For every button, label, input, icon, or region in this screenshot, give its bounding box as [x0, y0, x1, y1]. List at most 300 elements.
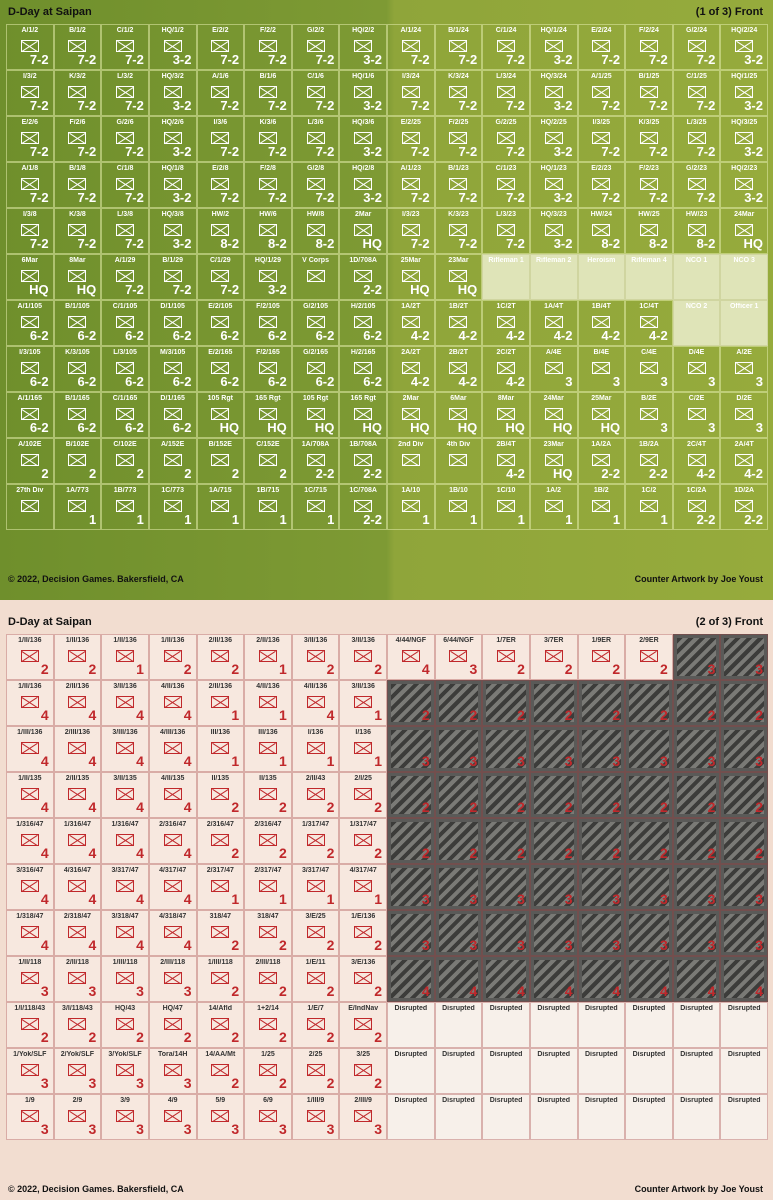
game-counter[interactable]	[244, 208, 292, 254]
game-counter[interactable]	[292, 1048, 340, 1094]
game-counter[interactable]	[482, 1048, 530, 1094]
game-counter[interactable]	[387, 162, 435, 208]
game-counter[interactable]	[720, 208, 768, 254]
game-counter[interactable]	[339, 484, 387, 530]
game-counter[interactable]	[673, 254, 721, 300]
game-counter[interactable]	[292, 1094, 340, 1140]
game-counter[interactable]	[578, 680, 626, 726]
game-counter[interactable]	[54, 438, 102, 484]
game-counter[interactable]	[387, 634, 435, 680]
game-counter[interactable]	[339, 910, 387, 956]
game-counter[interactable]	[578, 634, 626, 680]
game-counter[interactable]	[101, 254, 149, 300]
game-counter[interactable]	[720, 300, 768, 346]
game-counter[interactable]	[339, 1048, 387, 1094]
game-counter[interactable]	[292, 24, 340, 70]
game-counter[interactable]	[244, 346, 292, 392]
game-counter[interactable]	[625, 864, 673, 910]
game-counter[interactable]	[673, 346, 721, 392]
game-counter[interactable]	[339, 864, 387, 910]
game-counter[interactable]	[578, 438, 626, 484]
game-counter[interactable]	[720, 772, 768, 818]
game-counter[interactable]	[244, 116, 292, 162]
game-counter[interactable]	[720, 162, 768, 208]
game-counter[interactable]	[54, 346, 102, 392]
game-counter[interactable]	[435, 346, 483, 392]
game-counter[interactable]	[482, 484, 530, 530]
game-counter[interactable]	[197, 208, 245, 254]
game-counter[interactable]	[673, 116, 721, 162]
game-counter[interactable]	[292, 484, 340, 530]
game-counter[interactable]	[387, 1002, 435, 1048]
game-counter[interactable]	[387, 300, 435, 346]
game-counter[interactable]	[149, 680, 197, 726]
game-counter[interactable]	[339, 772, 387, 818]
game-counter[interactable]	[6, 392, 54, 438]
game-counter[interactable]	[339, 634, 387, 680]
game-counter[interactable]	[720, 956, 768, 1002]
game-counter[interactable]	[530, 484, 578, 530]
game-counter[interactable]	[578, 70, 626, 116]
game-counter[interactable]	[435, 726, 483, 772]
game-counter[interactable]	[530, 726, 578, 772]
game-counter[interactable]	[673, 24, 721, 70]
game-counter[interactable]	[54, 162, 102, 208]
game-counter[interactable]	[625, 208, 673, 254]
game-counter[interactable]	[720, 484, 768, 530]
game-counter[interactable]	[578, 24, 626, 70]
game-counter[interactable]	[197, 300, 245, 346]
game-counter[interactable]	[6, 254, 54, 300]
game-counter[interactable]	[197, 726, 245, 772]
game-counter[interactable]	[530, 162, 578, 208]
game-counter[interactable]	[339, 956, 387, 1002]
game-counter[interactable]	[292, 956, 340, 1002]
game-counter[interactable]	[625, 438, 673, 484]
game-counter[interactable]	[149, 1048, 197, 1094]
game-counter[interactable]	[482, 24, 530, 70]
game-counter[interactable]	[625, 116, 673, 162]
game-counter[interactable]	[149, 910, 197, 956]
game-counter[interactable]	[720, 346, 768, 392]
game-counter[interactable]	[578, 1094, 626, 1140]
game-counter[interactable]	[578, 910, 626, 956]
game-counter[interactable]	[292, 634, 340, 680]
game-counter[interactable]	[339, 208, 387, 254]
game-counter[interactable]	[578, 484, 626, 530]
game-counter[interactable]	[54, 680, 102, 726]
game-counter[interactable]	[625, 726, 673, 772]
game-counter[interactable]	[482, 116, 530, 162]
game-counter[interactable]	[244, 1002, 292, 1048]
game-counter[interactable]	[387, 254, 435, 300]
game-counter[interactable]	[101, 1048, 149, 1094]
game-counter[interactable]	[435, 24, 483, 70]
game-counter[interactable]	[435, 70, 483, 116]
game-counter[interactable]	[244, 864, 292, 910]
game-counter[interactable]	[101, 300, 149, 346]
game-counter[interactable]	[387, 1048, 435, 1094]
game-counter[interactable]	[673, 70, 721, 116]
game-counter[interactable]	[482, 300, 530, 346]
game-counter[interactable]	[720, 24, 768, 70]
game-counter[interactable]	[387, 346, 435, 392]
game-counter[interactable]	[244, 254, 292, 300]
game-counter[interactable]	[101, 726, 149, 772]
game-counter[interactable]	[720, 680, 768, 726]
game-counter[interactable]	[149, 208, 197, 254]
game-counter[interactable]	[720, 818, 768, 864]
game-counter[interactable]	[6, 346, 54, 392]
game-counter[interactable]	[482, 956, 530, 1002]
game-counter[interactable]	[197, 956, 245, 1002]
game-counter[interactable]	[292, 772, 340, 818]
game-counter[interactable]	[530, 1048, 578, 1094]
game-counter[interactable]	[387, 956, 435, 1002]
game-counter[interactable]	[54, 956, 102, 1002]
game-counter[interactable]	[530, 208, 578, 254]
game-counter[interactable]	[6, 70, 54, 116]
game-counter[interactable]	[578, 300, 626, 346]
game-counter[interactable]	[482, 634, 530, 680]
game-counter[interactable]	[54, 70, 102, 116]
game-counter[interactable]	[292, 726, 340, 772]
game-counter[interactable]	[6, 116, 54, 162]
game-counter[interactable]	[339, 726, 387, 772]
game-counter[interactable]	[578, 162, 626, 208]
game-counter[interactable]	[149, 254, 197, 300]
game-counter[interactable]	[530, 910, 578, 956]
game-counter[interactable]	[244, 634, 292, 680]
game-counter[interactable]	[54, 24, 102, 70]
game-counter[interactable]	[292, 70, 340, 116]
game-counter[interactable]	[530, 70, 578, 116]
game-counter[interactable]	[625, 956, 673, 1002]
game-counter[interactable]	[720, 910, 768, 956]
game-counter[interactable]	[482, 392, 530, 438]
game-counter[interactable]	[54, 726, 102, 772]
game-counter[interactable]	[387, 818, 435, 864]
game-counter[interactable]	[54, 818, 102, 864]
game-counter[interactable]	[339, 162, 387, 208]
game-counter[interactable]	[482, 254, 530, 300]
game-counter[interactable]	[625, 162, 673, 208]
game-counter[interactable]	[149, 726, 197, 772]
game-counter[interactable]	[292, 208, 340, 254]
game-counter[interactable]	[6, 208, 54, 254]
game-counter[interactable]	[197, 634, 245, 680]
game-counter[interactable]	[339, 680, 387, 726]
game-counter[interactable]	[197, 162, 245, 208]
game-counter[interactable]	[101, 116, 149, 162]
game-counter[interactable]	[673, 772, 721, 818]
game-counter[interactable]	[101, 208, 149, 254]
game-counter[interactable]	[625, 634, 673, 680]
game-counter[interactable]	[673, 162, 721, 208]
game-counter[interactable]	[149, 70, 197, 116]
game-counter[interactable]	[197, 680, 245, 726]
game-counter[interactable]	[6, 1048, 54, 1094]
game-counter[interactable]	[530, 1094, 578, 1140]
game-counter[interactable]	[149, 864, 197, 910]
game-counter[interactable]	[435, 1002, 483, 1048]
game-counter[interactable]	[101, 1094, 149, 1140]
game-counter[interactable]	[625, 818, 673, 864]
game-counter[interactable]	[578, 1002, 626, 1048]
game-counter[interactable]	[292, 680, 340, 726]
game-counter[interactable]	[101, 772, 149, 818]
game-counter[interactable]	[6, 1094, 54, 1140]
game-counter[interactable]	[625, 1094, 673, 1140]
game-counter[interactable]	[197, 24, 245, 70]
game-counter[interactable]	[530, 1002, 578, 1048]
game-counter[interactable]	[6, 162, 54, 208]
game-counter[interactable]	[149, 346, 197, 392]
game-counter[interactable]	[197, 438, 245, 484]
game-counter[interactable]	[197, 1094, 245, 1140]
game-counter[interactable]	[435, 162, 483, 208]
game-counter[interactable]	[482, 1002, 530, 1048]
game-counter[interactable]	[197, 864, 245, 910]
game-counter[interactable]	[101, 438, 149, 484]
game-counter[interactable]	[530, 772, 578, 818]
game-counter[interactable]	[197, 70, 245, 116]
game-counter[interactable]	[435, 1048, 483, 1094]
game-counter[interactable]	[54, 1048, 102, 1094]
game-counter[interactable]	[482, 1094, 530, 1140]
game-counter[interactable]	[673, 1002, 721, 1048]
game-counter[interactable]	[149, 1094, 197, 1140]
game-counter[interactable]	[6, 634, 54, 680]
game-counter[interactable]	[101, 162, 149, 208]
game-counter[interactable]	[54, 392, 102, 438]
game-counter[interactable]	[673, 956, 721, 1002]
game-counter[interactable]	[578, 1048, 626, 1094]
game-counter[interactable]	[530, 254, 578, 300]
game-counter[interactable]	[101, 818, 149, 864]
game-counter[interactable]	[54, 634, 102, 680]
game-counter[interactable]	[530, 680, 578, 726]
game-counter[interactable]	[530, 346, 578, 392]
game-counter[interactable]	[292, 300, 340, 346]
game-counter[interactable]	[625, 910, 673, 956]
game-counter[interactable]	[101, 680, 149, 726]
game-counter[interactable]	[387, 70, 435, 116]
game-counter[interactable]	[578, 254, 626, 300]
game-counter[interactable]	[435, 772, 483, 818]
game-counter[interactable]	[720, 726, 768, 772]
game-counter[interactable]	[482, 346, 530, 392]
game-counter[interactable]	[149, 484, 197, 530]
game-counter[interactable]	[435, 956, 483, 1002]
game-counter[interactable]	[673, 1094, 721, 1140]
game-counter[interactable]	[101, 484, 149, 530]
game-counter[interactable]	[339, 24, 387, 70]
game-counter[interactable]	[625, 392, 673, 438]
game-counter[interactable]	[435, 300, 483, 346]
game-counter[interactable]	[387, 392, 435, 438]
game-counter[interactable]	[54, 116, 102, 162]
game-counter[interactable]	[720, 254, 768, 300]
game-counter[interactable]	[244, 24, 292, 70]
game-counter[interactable]	[387, 772, 435, 818]
game-counter[interactable]	[54, 864, 102, 910]
game-counter[interactable]	[673, 634, 721, 680]
game-counter[interactable]	[54, 208, 102, 254]
game-counter[interactable]	[482, 864, 530, 910]
game-counter[interactable]	[625, 70, 673, 116]
game-counter[interactable]	[339, 392, 387, 438]
game-counter[interactable]	[387, 116, 435, 162]
game-counter[interactable]	[292, 910, 340, 956]
game-counter[interactable]	[673, 1048, 721, 1094]
game-counter[interactable]	[244, 956, 292, 1002]
game-counter[interactable]	[149, 162, 197, 208]
game-counter[interactable]	[244, 680, 292, 726]
game-counter[interactable]	[578, 772, 626, 818]
game-counter[interactable]	[197, 254, 245, 300]
game-counter[interactable]	[101, 24, 149, 70]
game-counter[interactable]	[530, 300, 578, 346]
game-counter[interactable]	[101, 634, 149, 680]
game-counter[interactable]	[530, 864, 578, 910]
game-counter[interactable]	[244, 726, 292, 772]
game-counter[interactable]	[54, 1094, 102, 1140]
game-counter[interactable]	[673, 484, 721, 530]
game-counter[interactable]	[720, 392, 768, 438]
game-counter[interactable]	[387, 208, 435, 254]
game-counter[interactable]	[673, 300, 721, 346]
game-counter[interactable]	[387, 24, 435, 70]
game-counter[interactable]	[578, 116, 626, 162]
game-counter[interactable]	[197, 116, 245, 162]
game-counter[interactable]	[482, 818, 530, 864]
game-counter[interactable]	[435, 818, 483, 864]
game-counter[interactable]	[625, 680, 673, 726]
game-counter[interactable]	[101, 910, 149, 956]
game-counter[interactable]	[673, 864, 721, 910]
game-counter[interactable]	[435, 438, 483, 484]
game-counter[interactable]	[6, 300, 54, 346]
game-counter[interactable]	[625, 24, 673, 70]
game-counter[interactable]	[101, 956, 149, 1002]
game-counter[interactable]	[339, 1094, 387, 1140]
game-counter[interactable]	[530, 116, 578, 162]
game-counter[interactable]	[720, 438, 768, 484]
game-counter[interactable]	[435, 680, 483, 726]
game-counter[interactable]	[149, 818, 197, 864]
game-counter[interactable]	[578, 726, 626, 772]
game-counter[interactable]	[292, 254, 340, 300]
game-counter[interactable]	[435, 484, 483, 530]
game-counter[interactable]	[197, 1002, 245, 1048]
game-counter[interactable]	[530, 818, 578, 864]
game-counter[interactable]	[387, 864, 435, 910]
game-counter[interactable]	[625, 254, 673, 300]
game-counter[interactable]	[54, 1002, 102, 1048]
game-counter[interactable]	[292, 864, 340, 910]
game-counter[interactable]	[720, 864, 768, 910]
game-counter[interactable]	[625, 1048, 673, 1094]
game-counter[interactable]	[578, 864, 626, 910]
game-counter[interactable]	[339, 818, 387, 864]
game-counter[interactable]	[54, 300, 102, 346]
game-counter[interactable]	[578, 956, 626, 1002]
game-counter[interactable]	[244, 910, 292, 956]
game-counter[interactable]	[6, 726, 54, 772]
game-counter[interactable]	[720, 1048, 768, 1094]
game-counter[interactable]	[673, 910, 721, 956]
game-counter[interactable]	[339, 346, 387, 392]
game-counter[interactable]	[54, 484, 102, 530]
game-counter[interactable]	[197, 346, 245, 392]
game-counter[interactable]	[339, 70, 387, 116]
game-counter[interactable]	[530, 392, 578, 438]
game-counter[interactable]	[387, 910, 435, 956]
game-counter[interactable]	[244, 484, 292, 530]
game-counter[interactable]	[673, 208, 721, 254]
game-counter[interactable]	[482, 208, 530, 254]
game-counter[interactable]	[197, 818, 245, 864]
game-counter[interactable]	[244, 300, 292, 346]
game-counter[interactable]	[482, 910, 530, 956]
game-counter[interactable]	[101, 70, 149, 116]
game-counter[interactable]	[673, 726, 721, 772]
game-counter[interactable]	[530, 438, 578, 484]
game-counter[interactable]	[6, 772, 54, 818]
game-counter[interactable]	[435, 634, 483, 680]
game-counter[interactable]	[244, 1094, 292, 1140]
game-counter[interactable]	[339, 1002, 387, 1048]
game-counter[interactable]	[244, 772, 292, 818]
game-counter[interactable]	[339, 254, 387, 300]
game-counter[interactable]	[54, 772, 102, 818]
game-counter[interactable]	[197, 392, 245, 438]
game-counter[interactable]	[482, 772, 530, 818]
game-counter[interactable]	[482, 70, 530, 116]
game-counter[interactable]	[720, 1094, 768, 1140]
game-counter[interactable]	[387, 726, 435, 772]
game-counter[interactable]	[339, 300, 387, 346]
game-counter[interactable]	[435, 1094, 483, 1140]
game-counter[interactable]	[6, 24, 54, 70]
game-counter[interactable]	[149, 24, 197, 70]
game-counter[interactable]	[244, 70, 292, 116]
game-counter[interactable]	[435, 864, 483, 910]
game-counter[interactable]	[530, 956, 578, 1002]
game-counter[interactable]	[149, 392, 197, 438]
game-counter[interactable]	[54, 910, 102, 956]
game-counter[interactable]	[292, 1002, 340, 1048]
game-counter[interactable]	[6, 438, 54, 484]
game-counter[interactable]	[6, 864, 54, 910]
game-counter[interactable]	[6, 818, 54, 864]
game-counter[interactable]	[197, 910, 245, 956]
game-counter[interactable]	[149, 300, 197, 346]
game-counter[interactable]	[578, 818, 626, 864]
game-counter[interactable]	[578, 346, 626, 392]
game-counter[interactable]	[482, 680, 530, 726]
game-counter[interactable]	[482, 438, 530, 484]
game-counter[interactable]	[339, 116, 387, 162]
game-counter[interactable]	[435, 116, 483, 162]
game-counter[interactable]	[197, 484, 245, 530]
game-counter[interactable]	[244, 162, 292, 208]
game-counter[interactable]	[149, 634, 197, 680]
game-counter[interactable]	[720, 70, 768, 116]
game-counter[interactable]	[149, 438, 197, 484]
game-counter[interactable]	[387, 484, 435, 530]
